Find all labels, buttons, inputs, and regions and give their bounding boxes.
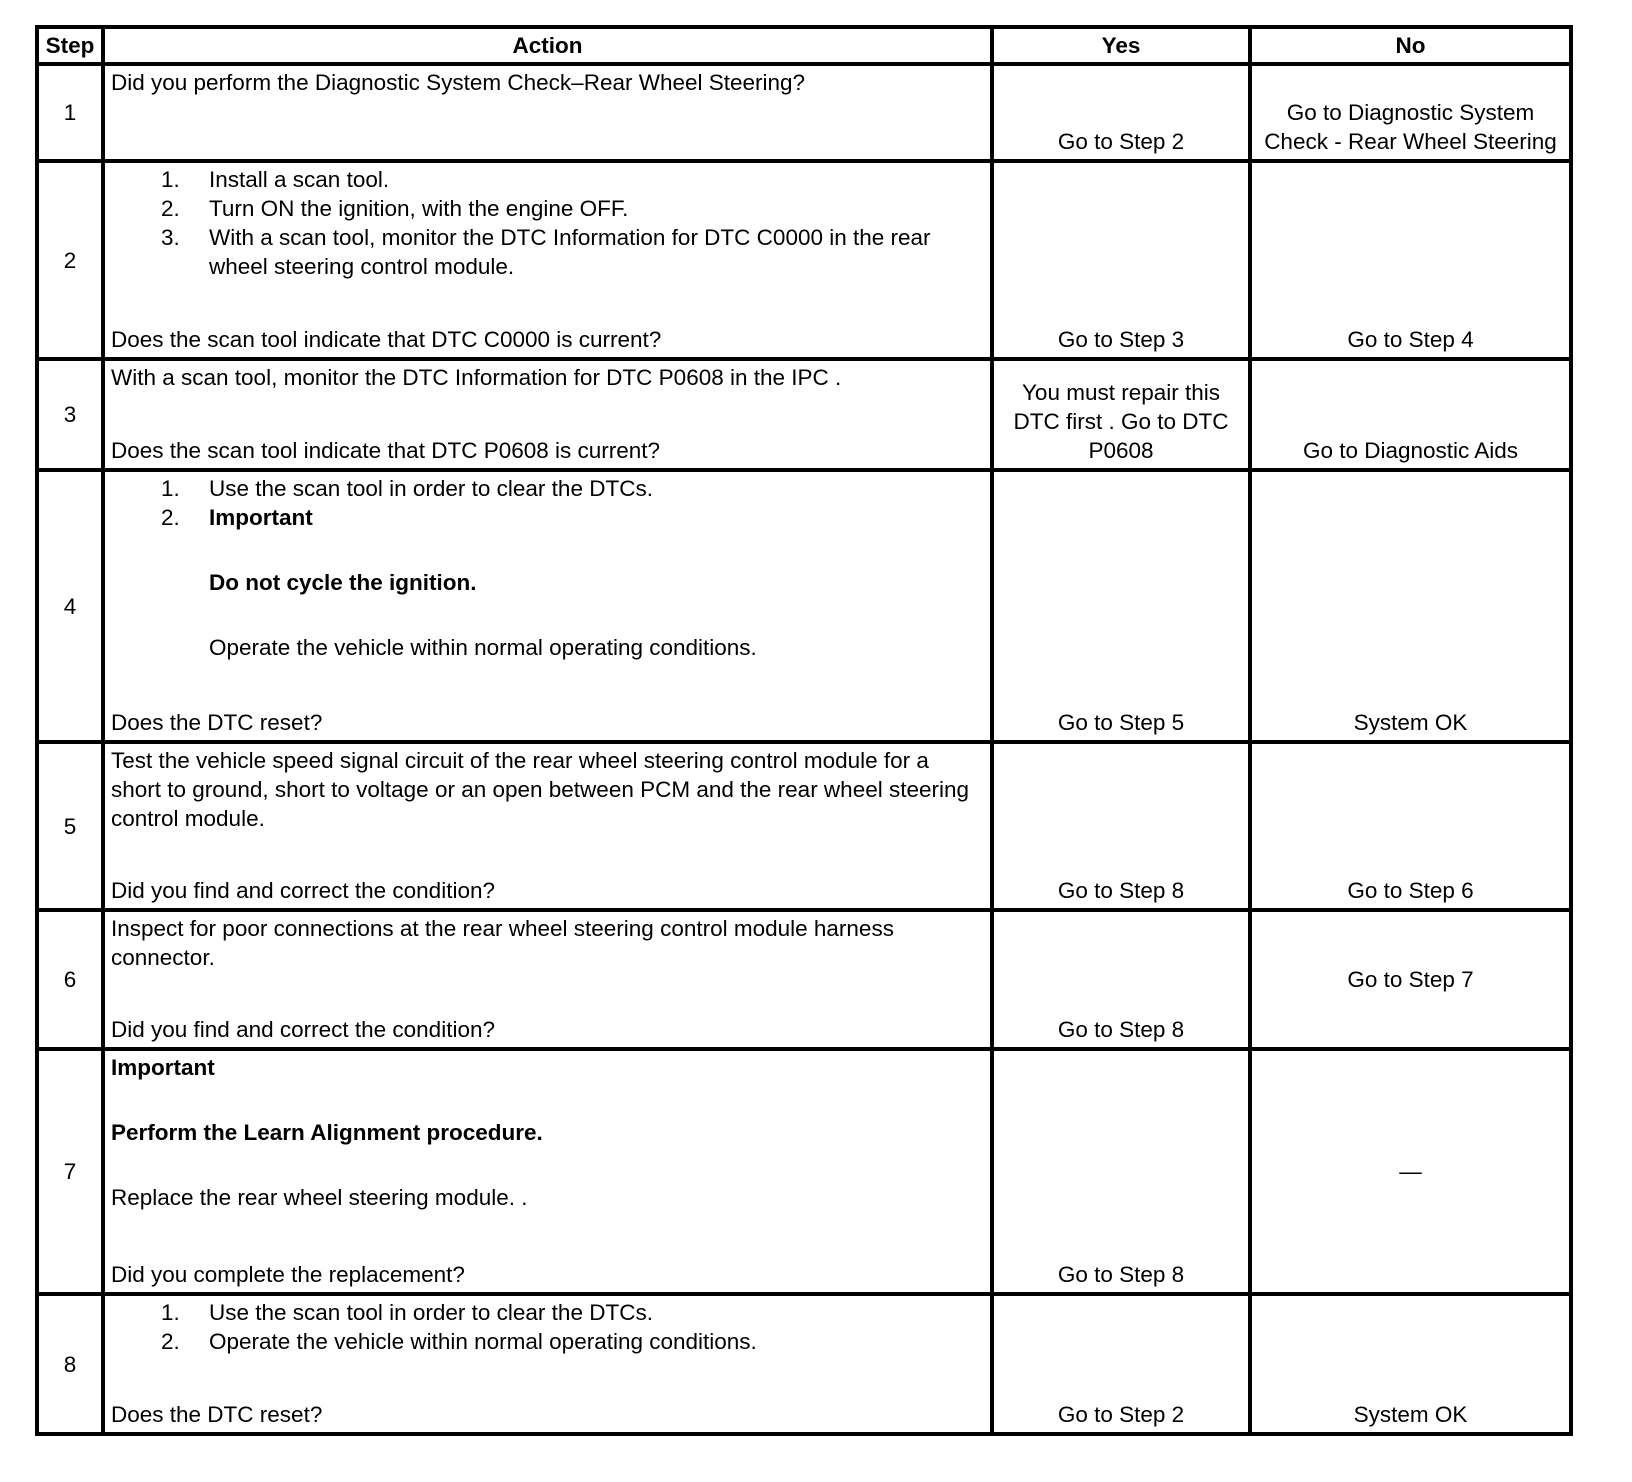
action-steps-list (111, 474, 984, 532)
important-label: Important (111, 1055, 215, 1080)
action-text: With a scan tool, monitor the DTC Information for DTC P0608 in the IPC . (111, 365, 842, 390)
no-cell: — (1250, 1049, 1571, 1294)
action-text: Replace the rear wheel steering module. . (111, 1185, 528, 1210)
action-question: Did you find and correct the condition? (111, 1017, 495, 1042)
yes-cell: Go to Step 3 (992, 161, 1250, 359)
yes-cell: Go to Step 2 (992, 64, 1250, 161)
list-item: 3. With a scan tool, monitor the DTC Information for DTC C0000 in the rear wheel steering control module. (161, 225, 931, 279)
yes-cell: You must repair this DTC first . Go to DTC P0608 (992, 359, 1250, 470)
table-row (37, 470, 1571, 742)
action-cell (103, 1049, 992, 1294)
step-number: 5 (37, 742, 103, 910)
step-number: 2 (37, 161, 103, 359)
step-number: 1 (37, 64, 103, 161)
action-question: Does the DTC reset? (111, 1402, 323, 1427)
yes-cell: Go to Step 8 (992, 742, 1250, 910)
header-row (37, 27, 1571, 64)
yes-cell: Go to Step 8 (992, 910, 1250, 1049)
important-note: Perform the Learn Alignment procedure. (111, 1120, 543, 1145)
action-steps-list (111, 165, 984, 281)
action-continuation: Operate the vehicle within normal operating conditions. (209, 635, 757, 660)
table-row (37, 1294, 1571, 1434)
step-number: 3 (37, 359, 103, 470)
list-item: 2. Operate the vehicle within normal operating conditions. (161, 1329, 757, 1354)
action-cell (103, 359, 992, 470)
step-number: 4 (37, 470, 103, 742)
action-question: Does the DTC reset? (111, 710, 323, 735)
no-cell: Go to Step 4 (1250, 161, 1571, 359)
header-step: Step (37, 27, 103, 64)
action-cell (103, 64, 992, 161)
header-action: Action (103, 27, 992, 64)
action-steps-list (111, 1298, 984, 1356)
table-row (37, 64, 1571, 161)
step-number: 7 (37, 1049, 103, 1294)
step-number: 8 (37, 1294, 103, 1434)
list-item: 2. Turn ON the ignition, with the engine OFF. (161, 196, 629, 221)
no-cell: System OK (1250, 1294, 1571, 1434)
no-cell: Go to Step 6 (1250, 742, 1571, 910)
action-text: Inspect for poor connections at the rear wheel steering control module harness connector. (111, 916, 894, 970)
table-row (37, 161, 1571, 359)
no-cell: Go to Diagnostic Aids (1250, 359, 1571, 470)
action-question: Did you find and correct the condition? (111, 878, 495, 903)
table-row (37, 1049, 1571, 1294)
no-cell: Go to Step 7 (1250, 910, 1571, 1049)
action-cell (103, 742, 992, 910)
diagnostic-table (35, 25, 1573, 1436)
step-number: 6 (37, 910, 103, 1049)
list-item: 1. Install a scan tool. (161, 167, 390, 192)
header-yes: Yes (992, 27, 1250, 64)
action-question: Does the scan tool indicate that DTC P0608 is current? (111, 438, 661, 463)
important-note: Do not cycle the ignition. (209, 570, 477, 595)
list-item: 1. Use the scan tool in order to clear the DTCs. (161, 476, 653, 501)
list-item: 2. Important (161, 505, 313, 530)
no-cell: System OK (1250, 470, 1571, 742)
table-row (37, 359, 1571, 470)
action-cell (103, 161, 992, 359)
action-text: Test the vehicle speed signal circuit of the rear wheel steering control module for a short to ground, short to voltage or an open between PCM and the rear wheel steering control module. (111, 748, 970, 831)
list-item: 1. Use the scan tool in order to clear the DTCs. (161, 1300, 653, 1325)
yes-cell: Go to Step 2 (992, 1294, 1250, 1434)
header-no: No (1250, 27, 1571, 64)
action-question: Does the scan tool indicate that DTC C0000 is current? (111, 327, 662, 352)
table-row (37, 742, 1571, 910)
action-cell (103, 910, 992, 1049)
yes-cell: Go to Step 5 (992, 470, 1250, 742)
action-text: Did you perform the Diagnostic System Check–Rear Wheel Steering? (111, 70, 806, 95)
no-cell: Go to Diagnostic System Check - Rear Wheel Steering (1250, 64, 1571, 161)
yes-cell: Go to Step 8 (992, 1049, 1250, 1294)
action-cell (103, 470, 992, 742)
action-question: Did you complete the replacement? (111, 1262, 465, 1287)
action-cell (103, 1294, 992, 1434)
table-row (37, 910, 1571, 1049)
